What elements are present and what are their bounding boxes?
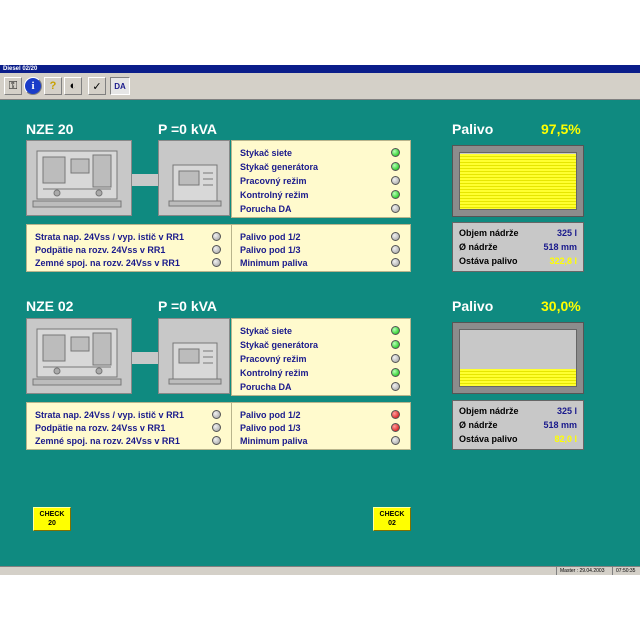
status-label: Kontrolný režim [240,190,309,200]
fuel-tank-inner [459,329,577,387]
info-glyph: i [31,80,35,92]
unit-name: NZE 02 [26,298,74,314]
status-led [391,190,400,199]
switchgear-icon [159,141,229,215]
main-area [0,100,640,566]
check-icon[interactable] [88,77,106,95]
fuel-alarm-led [391,232,400,241]
fuel-alarm-label: Palivo pod 1/3 [240,423,301,433]
da-button[interactable] [110,77,130,95]
fuel-info [452,400,584,450]
diameter-value: 518 mm [543,242,577,252]
fault-led [212,232,221,241]
status-label: Kontrolný režim [240,368,309,378]
fault-label: Strata nap. 24Vss / vyp. istič v RR1 [35,232,185,242]
remaining-label: Ostáva palivo [459,434,518,444]
check-20-button[interactable] [33,507,71,531]
status-led [391,326,400,335]
fault-label: Podpätie na rozv. 24Vss v RR1 [35,423,166,433]
status-label: Porucha DA [240,204,292,214]
fuel-tank [452,322,584,394]
help-icon[interactable] [44,77,62,95]
fault-label: Zemné spoj. na rozv. 24Vss v RR1 [35,436,180,446]
fuel-percent: 30,0% [541,298,581,314]
key-glyph: ⚿ [8,79,18,92]
fuel-alarm-led [391,258,400,267]
help-glyph: ? [49,80,57,92]
window-titlebar [0,65,640,73]
fuel-alarm-led [391,410,400,419]
fuel-title: Palivo [452,121,494,137]
unit-name: NZE 20 [26,121,74,137]
moon-icon[interactable] [64,77,82,95]
status-label: Porucha DA [240,382,292,392]
switchgear-diagram [158,140,230,216]
fault-label: Podpätie na rozv. 24Vss v RR1 [35,245,166,255]
fuel-level-fill [460,369,576,386]
remaining-value: 322,8 l [549,256,577,266]
generator-engine-icon [27,319,131,393]
fuel-alarm-label: Minimum paliva [240,258,308,268]
status-led [391,354,400,363]
check-unit: 20 [48,520,56,527]
volume-value: 325 l [556,228,577,238]
status-label: Stykač generátora [240,162,319,172]
status-led [391,204,400,213]
status-label: Stykač siete [240,148,293,158]
check-label: CHECK [379,511,405,518]
status-label: Stykač generátora [240,340,319,350]
window-title: Diesel 02/20 [3,66,38,72]
fuel-tank-inner [459,152,577,210]
check-glyph: ✓ [92,80,102,93]
status-led [391,382,400,391]
diameter-value: 518 mm [543,420,577,430]
fuel-info [452,222,584,272]
alarm-panel [26,224,411,272]
generator-diagram [26,318,132,394]
status-led [391,368,400,377]
status-bar [0,566,640,575]
alarm-panel [26,402,411,450]
fuel-tank [452,145,584,217]
status-time: 07:50:35 [612,567,638,575]
generator-diagram [26,140,132,216]
connector-pipe [132,174,158,186]
switchgear-diagram [158,318,230,394]
fuel-alarm-label: Palivo pod 1/3 [240,245,301,255]
panel-divider [231,403,232,449]
fuel-alarm-label: Palivo pod 1/2 [240,232,301,242]
status-led [391,176,400,185]
volume-label: Objem nádrže [459,228,519,238]
status-label: Pracovný režim [240,176,307,186]
remaining-value: 82,0 l [554,434,577,444]
toolbar [0,73,640,100]
check-02-button[interactable] [373,507,411,531]
status-panel [231,140,411,218]
fault-label: Strata nap. 24Vss / vyp. istič v RR1 [35,410,185,420]
da-label: DA [114,81,126,91]
diameter-label: Ø nádrže [459,420,498,430]
volume-value: 325 l [556,406,577,416]
key-icon[interactable] [4,77,22,95]
info-icon[interactable] [24,77,42,95]
status-user-date: Master : 29.04.2003 [556,567,607,575]
moon-glyph: ◐ [69,80,77,92]
diameter-label: Ø nádrže [459,242,498,252]
fuel-alarm-label: Palivo pod 1/2 [240,410,301,420]
unit-power: P =0 kVA [158,121,218,137]
fault-led [212,423,221,432]
fault-led [212,436,221,445]
check-label: CHECK [39,511,65,518]
fuel-alarm-led [391,245,400,254]
fuel-percent: 97,5% [541,121,581,137]
status-label: Pracovný režim [240,354,307,364]
fault-led [212,410,221,419]
panel-divider [231,225,232,271]
fuel-alarm-label: Minimum paliva [240,436,308,446]
fuel-title: Palivo [452,298,494,314]
connector-pipe [132,352,158,364]
status-led [391,148,400,157]
status-label: Stykač siete [240,326,293,336]
status-led [391,162,400,171]
fault-led [212,245,221,254]
fault-label: Zemné spoj. na rozv. 24Vss v RR1 [35,258,180,268]
generator-engine-icon [27,141,131,215]
fuel-level-fill [460,154,576,209]
fault-led [212,258,221,267]
status-panel [231,318,411,396]
switchgear-icon [159,319,229,393]
remaining-label: Ostáva palivo [459,256,518,266]
check-unit: 02 [388,520,396,527]
unit-power: P =0 kVA [158,298,218,314]
fuel-alarm-led [391,423,400,432]
volume-label: Objem nádrže [459,406,519,416]
fuel-alarm-led [391,436,400,445]
status-led [391,340,400,349]
